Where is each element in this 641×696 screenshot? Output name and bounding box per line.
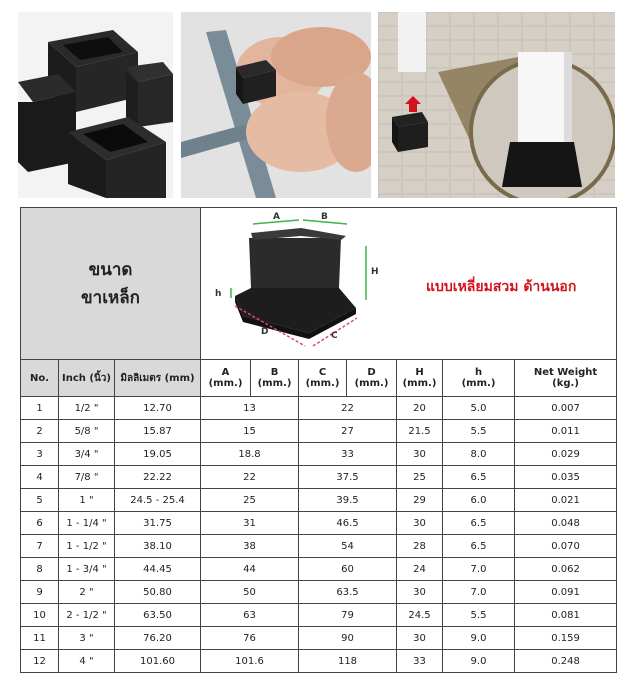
col-header-d-unit: (mm.) — [354, 378, 389, 389]
table-row — [21, 558, 617, 581]
cell-h-big: 30 — [397, 512, 443, 535]
cell-h-small: 5.5 — [443, 604, 515, 627]
cell-ab: 50 — [201, 581, 299, 604]
photo-hand-fitting-cap — [181, 12, 371, 198]
col-header-d-label: D — [367, 367, 376, 378]
size-title-cell — [21, 208, 201, 360]
cell-inch: 2 - 1/2 " — [59, 604, 115, 627]
cell-mm: 12.70 — [115, 397, 201, 420]
cell-h-small: 7.0 — [443, 581, 515, 604]
cell-inch: 7/8 " — [59, 466, 115, 489]
cell-weight: 0.011 — [515, 420, 617, 443]
cell-h-small: 7.0 — [443, 558, 515, 581]
col-header-h-big — [397, 360, 443, 397]
col-header-h-big-label: H — [415, 367, 424, 378]
cell-ab: 15 — [201, 420, 299, 443]
table-row — [21, 420, 617, 443]
cell-weight: 0.091 — [515, 581, 617, 604]
cell-mm: 31.75 — [115, 512, 201, 535]
cell-h-big: 25 — [397, 466, 443, 489]
cell-weight: 0.248 — [515, 650, 617, 673]
cell-mm: 101.60 — [115, 650, 201, 673]
cell-mm: 50.80 — [115, 581, 201, 604]
cell-cd: 54 — [299, 535, 397, 558]
table-row — [21, 604, 617, 627]
cell-no: 12 — [21, 650, 59, 673]
cell-cd: 60 — [299, 558, 397, 581]
diagram-cell — [201, 208, 617, 360]
cell-ab: 18.8 — [201, 443, 299, 466]
cell-no: 1 — [21, 397, 59, 420]
col-header-inch: Inch (นิ้ว) — [59, 360, 115, 397]
cell-ab: 38 — [201, 535, 299, 558]
col-header-c-label: C — [318, 367, 327, 378]
label-h-small: h — [215, 289, 222, 299]
table-row — [21, 443, 617, 466]
cell-ab: 31 — [201, 512, 299, 535]
col-header-no: No. — [21, 360, 59, 397]
cell-no: 5 — [21, 489, 59, 512]
cell-no: 11 — [21, 627, 59, 650]
cell-ab: 25 — [201, 489, 299, 512]
cell-h-big: 29 — [397, 489, 443, 512]
table-row — [21, 489, 617, 512]
col-header-weight-label: Net Weight — [533, 367, 598, 378]
col-header-h-small — [443, 360, 515, 397]
col-header-c — [299, 360, 347, 397]
cell-inch: 1 - 1/4 " — [59, 512, 115, 535]
col-header-h-big-unit: (mm.) — [402, 378, 437, 389]
cell-weight: 0.048 — [515, 512, 617, 535]
cell-h-big: 24.5 — [397, 604, 443, 627]
col-header-weight — [515, 360, 617, 397]
cell-weight: 0.081 — [515, 604, 617, 627]
cell-h-small: 9.0 — [443, 650, 515, 673]
cell-cd: 90 — [299, 627, 397, 650]
cell-h-small: 9.0 — [443, 627, 515, 650]
cell-cd: 63.5 — [299, 581, 397, 604]
cell-no: 7 — [21, 535, 59, 558]
cell-ab: 44 — [201, 558, 299, 581]
cell-h-big: 21.5 — [397, 420, 443, 443]
col-header-h-small-label: h — [474, 367, 483, 378]
cell-h-big: 33 — [397, 650, 443, 673]
cell-cd: 39.5 — [299, 489, 397, 512]
cell-h-big: 30 — [397, 443, 443, 466]
cell-h-big: 28 — [397, 535, 443, 558]
cell-inch: 1 " — [59, 489, 115, 512]
table-row — [21, 397, 617, 420]
cell-inch: 3/4 " — [59, 443, 115, 466]
cell-no: 8 — [21, 558, 59, 581]
cell-h-small: 5.0 — [443, 397, 515, 420]
cell-mm: 63.50 — [115, 604, 201, 627]
cell-no: 2 — [21, 420, 59, 443]
cell-ab: 13 — [201, 397, 299, 420]
cell-cd: 79 — [299, 604, 397, 627]
label-c: C — [331, 331, 338, 341]
col-header-mm: มิลลิเมตร (mm) — [115, 360, 201, 397]
table-row — [21, 581, 617, 604]
cell-weight: 0.159 — [515, 627, 617, 650]
table-row — [21, 512, 617, 535]
cell-no: 3 — [21, 443, 59, 466]
label-h-big: H — [371, 267, 379, 277]
specification-table — [20, 207, 617, 673]
cell-h-small: 8.0 — [443, 443, 515, 466]
cell-weight: 0.035 — [515, 466, 617, 489]
cell-no: 4 — [21, 466, 59, 489]
cell-weight: 0.070 — [515, 535, 617, 558]
cell-weight: 0.029 — [515, 443, 617, 466]
col-header-a-label: A — [221, 367, 230, 378]
col-header-h-small-unit: (mm.) — [461, 378, 496, 389]
cell-inch: 1/2 " — [59, 397, 115, 420]
label-a: A — [273, 212, 280, 222]
cell-mm: 76.20 — [115, 627, 201, 650]
col-header-c-unit: (mm.) — [305, 378, 340, 389]
photo-black-square-caps — [18, 12, 173, 198]
cell-cd: 118 — [299, 650, 397, 673]
col-header-b-unit: (mm.) — [257, 378, 292, 389]
cell-weight: 0.062 — [515, 558, 617, 581]
cell-weight: 0.007 — [515, 397, 617, 420]
cell-inch: 1 - 3/4 " — [59, 558, 115, 581]
cell-mm: 24.5 - 25.4 — [115, 489, 201, 512]
cell-weight: 0.021 — [515, 489, 617, 512]
cell-h-small: 6.5 — [443, 535, 515, 558]
size-title-line2: ขาเหล็ก — [81, 287, 140, 308]
table-row — [21, 466, 617, 489]
cell-h-big: 30 — [397, 581, 443, 604]
cell-h-big: 20 — [397, 397, 443, 420]
cell-ab: 76 — [201, 627, 299, 650]
label-d: D — [261, 327, 269, 337]
shape-type-label: แบบเหลี่ยมสวม ด้านนอก — [426, 279, 577, 295]
cell-mm: 19.05 — [115, 443, 201, 466]
cell-h-small: 6.0 — [443, 489, 515, 512]
cell-inch: 3 " — [59, 627, 115, 650]
label-b: B — [321, 212, 328, 222]
cell-cd: 27 — [299, 420, 397, 443]
col-header-a — [201, 360, 251, 397]
cell-h-small: 6.5 — [443, 466, 515, 489]
table-row — [21, 650, 617, 673]
cell-inch: 2 " — [59, 581, 115, 604]
cell-cd: 46.5 — [299, 512, 397, 535]
cell-cd: 37.5 — [299, 466, 397, 489]
cell-inch: 5/8 " — [59, 420, 115, 443]
cell-ab: 101.6 — [201, 650, 299, 673]
table-row — [21, 535, 617, 558]
col-header-a-unit: (mm.) — [208, 378, 243, 389]
col-header-b — [251, 360, 299, 397]
cell-h-small: 5.5 — [443, 420, 515, 443]
cell-h-big: 24 — [397, 558, 443, 581]
photo-cap-on-floor-post — [378, 12, 615, 198]
cell-inch: 4 " — [59, 650, 115, 673]
cell-ab: 22 — [201, 466, 299, 489]
cell-cd: 33 — [299, 443, 397, 466]
cell-ab: 63 — [201, 604, 299, 627]
col-header-d — [347, 360, 397, 397]
cell-mm: 38.10 — [115, 535, 201, 558]
cell-no: 6 — [21, 512, 59, 535]
col-header-b-label: B — [270, 367, 279, 378]
col-header-weight-unit: (kg.) — [552, 378, 579, 389]
size-title-line1: ขนาด — [88, 259, 133, 280]
cell-inch: 1 - 1/2 " — [59, 535, 115, 558]
cell-no: 9 — [21, 581, 59, 604]
cell-mm: 22.22 — [115, 466, 201, 489]
cell-mm: 15.87 — [115, 420, 201, 443]
cell-no: 10 — [21, 604, 59, 627]
cell-h-big: 30 — [397, 627, 443, 650]
cell-mm: 44.45 — [115, 558, 201, 581]
cell-cd: 22 — [299, 397, 397, 420]
table-row — [21, 627, 617, 650]
cell-h-small: 6.5 — [443, 512, 515, 535]
